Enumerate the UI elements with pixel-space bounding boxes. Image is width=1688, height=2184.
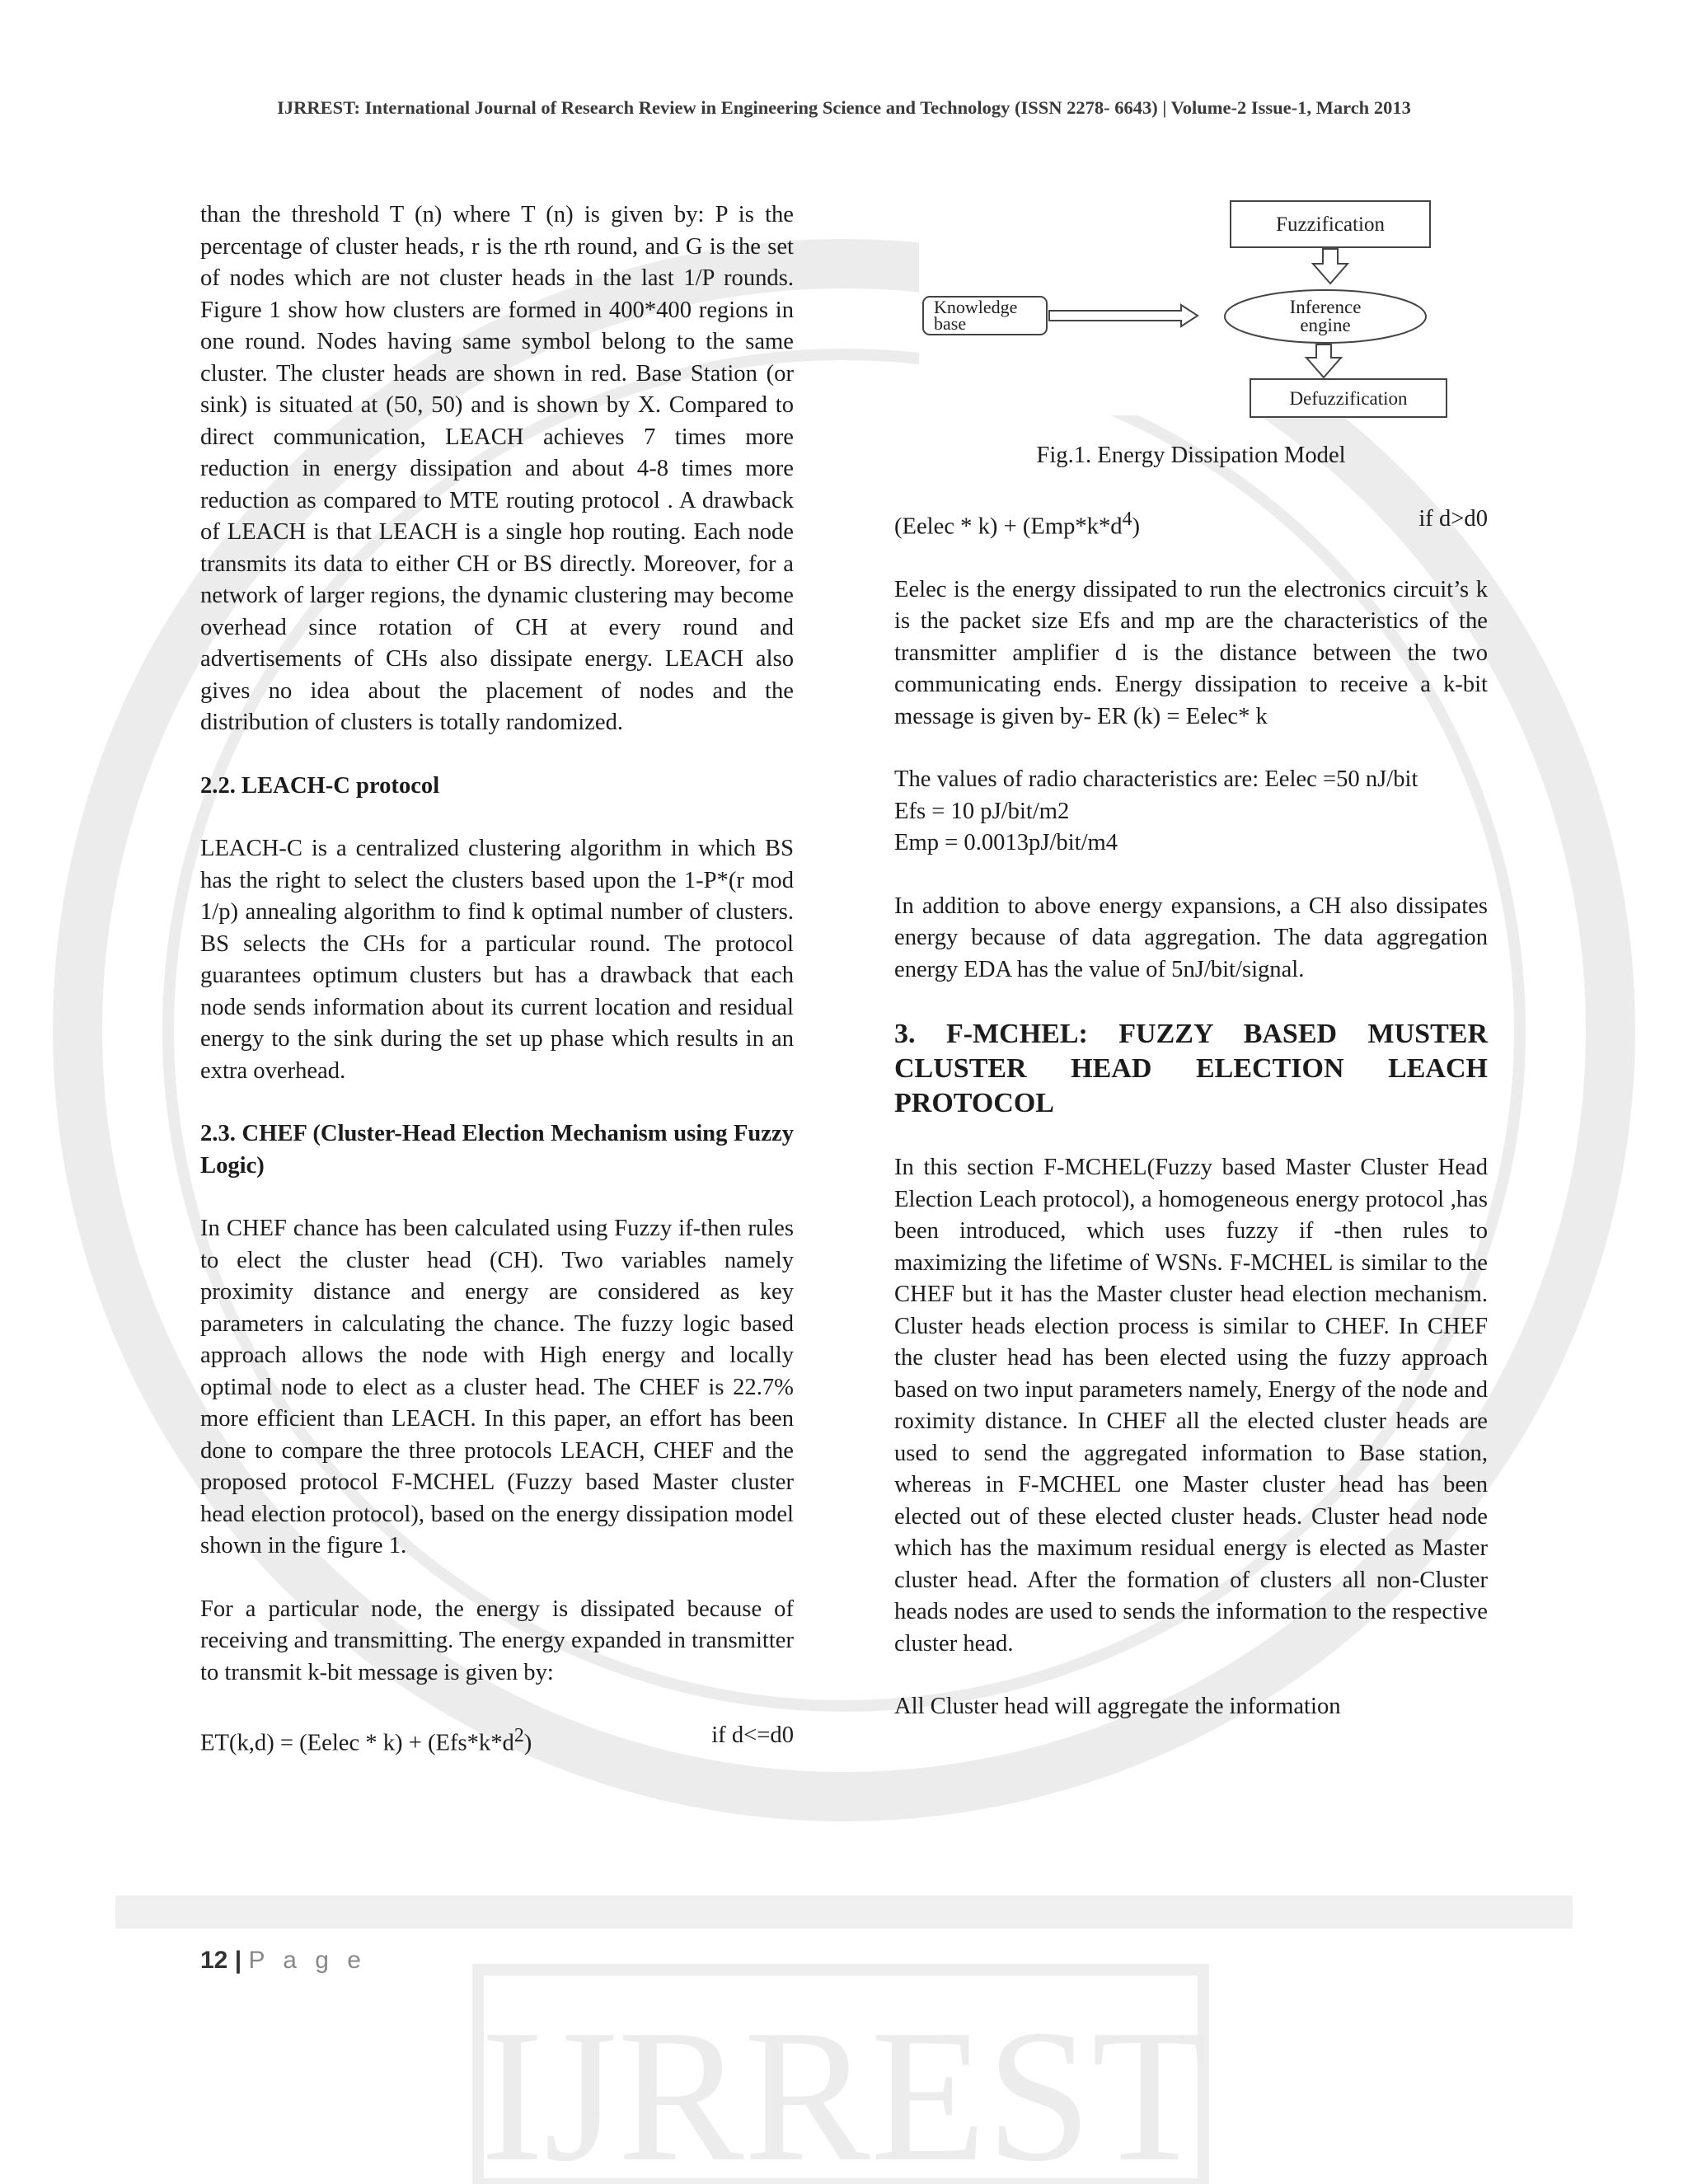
paragraph-fmchel: In this section F-MCHEL(Fuzzy based Master Cluster Head Election Leach protocol), a homogeneous energy protocol ,has been introduced, which uses fuzzy if -then rules to maximizing the lifetime of WSNs. F-MCHEL is similar to the CHEF but it has the Master cluster head election mechanism. Cluster heads election process is similar to CHEF. In CHEF the cluster head has been elected using the fuzzy approach based on two input parameters namely, Energy of the node and roximity distance. In CHEF all the elected cluster heads are used to send the aggregated information to Base station, whereas in F-MCHEL one Master cluster head has been elected out of these elected cluster heads. Cluster head node which has the maximum residual energy is elected as Master cluster head. After the formation of clusters all non-Cluster heads nodes are used to sends the information to the respective cluster head. — [894, 1155, 1488, 1657]
equation-condition: if d>d0 — [1418, 505, 1488, 532]
running-header: IJRREST: International Journal of Research Review in Engineering Science and Technology (ISSN 2278- 6643) | Volume-2 Issue-1, March 2013 — [277, 97, 1411, 118]
paragraph-chef: In CHEF chance has been calculated using Fuzzy if-then rules to elect the cluster head (CH). Two variables namely proximity distance and energy are considered as key parameters in calculating the chance. The fuzzy logic based approach allows the node with High energy and locally optimal node to elect as a cluster head. The CHEF is 22.7% more efficient than LEACH. In this paper, an effort has been done to compare the three protocols LEACH, CHEF and the proposed protocol F-MCHEL (Fuzzy based Master cluster head election protocol), based on the energy dissipation model shown in the figure 1. — [200, 1216, 794, 1558]
paragraph-leach-c: LEACH-C is a centralized clustering algorithm in which BS has the right to select the clusters based upon the 1-P*(r mod 1/p) annealing algorithm to find k optimal number of clusters. BS selects the CHs for a particular round. The protocol guarantees optimum clusters but has a drawback that each node sends information about its current location and residual energy to the sink during the set up phase which results in an extra overhead. — [200, 836, 794, 1084]
paragraph-cluster-aggregate: All Cluster head will aggregate the information — [894, 1694, 1341, 1720]
equation-expression: (Eelec * $k) + (Emp*k*d^4)$ — [894, 508, 1141, 540]
equation-et-long-range — [894, 504, 1488, 543]
defuzzification-label: Defuzzification — [1289, 388, 1408, 409]
right-column — [894, 191, 1488, 1723]
section-heading-chef: 2.3. CHEF (Cluster-Head Election Mechanism using Fuzzy Logic) — [200, 1121, 794, 1179]
equation-expression: ET(k,d) = (Eelec * $k) + (Efs*k*d^2)$ — [200, 1725, 532, 1756]
page-number: 12 — [200, 1947, 228, 1974]
section-heading-leach-c: 2.2. LEACH-C protocol — [200, 772, 440, 799]
knowledge-base-label-1: Knowledge — [934, 297, 1018, 317]
page-word: P a g e — [248, 1947, 367, 1974]
figure-caption: Fig.1. Energy Dissipation Model — [1036, 443, 1346, 468]
page-footer — [200, 1947, 367, 1975]
inference-engine-label-2: engine — [1300, 315, 1351, 335]
knowledge-base-label-2: base — [934, 313, 967, 334]
equation-et-short-range — [200, 1720, 794, 1760]
equation-condition: if d<=d0 — [711, 1722, 794, 1748]
radio-value-emp: Emp = 0.0013pJ/bit/m4 — [894, 830, 1118, 856]
paragraph-energy-transmit: For a particular node, the energy is dissipated because of receiving and transmitting. The energy expanded in transmitter to transmit k-bit message is given by: — [200, 1596, 794, 1685]
paragraph-radio-values: The values of radio characteristics are: Eelec =50 nJ/bit — [894, 766, 1418, 793]
figure-fuzzy-system — [894, 191, 1488, 422]
fuzzification-label: Fuzzification — [1276, 213, 1385, 236]
paragraph-data-aggregation: In addition to above energy expansions, a CH also dissipates energy because of data aggregation. The data aggregation energy EDA has the value of 5nJ/bit/signal. — [894, 893, 1488, 982]
footer-separator: | — [234, 1947, 242, 1974]
radio-value-efs: Efs = 10 pJ/bit/m2 — [894, 798, 1070, 824]
inference-engine-label-1: Inference — [1289, 297, 1362, 317]
paragraph-eelec-definition: Eelec is the energy dissipated to run the electronics circuit’s k is the packet size Efs and mp are the characteristics of the transmitter amplifier d is the distance between the two communicating ends. Energy dissipation to receive a k-bit message is given by- ER (k) = Eelec* k — [894, 576, 1488, 729]
left-column — [200, 199, 794, 1760]
paragraph-leach-drawbacks: than the threshold T (n) where T (n) is given by: P is the percentage of cluster heads, r is the rth round, and G is the set of nodes which are not cluster heads in the last 1/P rounds. Figure 1 show how clusters are formed in 400*400 regions in one round. Nodes having same symbol belong to the same cluster. The cluster heads are shown in red. Base Station (or sink) is situated at (50, 50) and is shown by X. Compared to direct communication, LEACH achieves 7 times more reduction in energy dissipation and about 4-8 times more reduction as compared to MTE routing protocol . A drawback of LEACH is that LEACH is a single hop routing. Each node transmits its data to either CH or BS directly. Moreover, for a network of larger regions, the dynamic clustering may become overhead since rotation of CH at every round and advertisements of CHs also dissipate energy. LEACH also gives no idea about the placement of nodes and the distribution of clusters is totally randomized. — [200, 202, 794, 735]
watermark-text: IJRREST — [481, 1990, 1207, 2184]
section-heading-fmchel: 3. F-MCHEL: FUZZY BASED MUSTER CLUSTER HEAD ELECTION LEACH PROTOCOL — [894, 1019, 1488, 1119]
